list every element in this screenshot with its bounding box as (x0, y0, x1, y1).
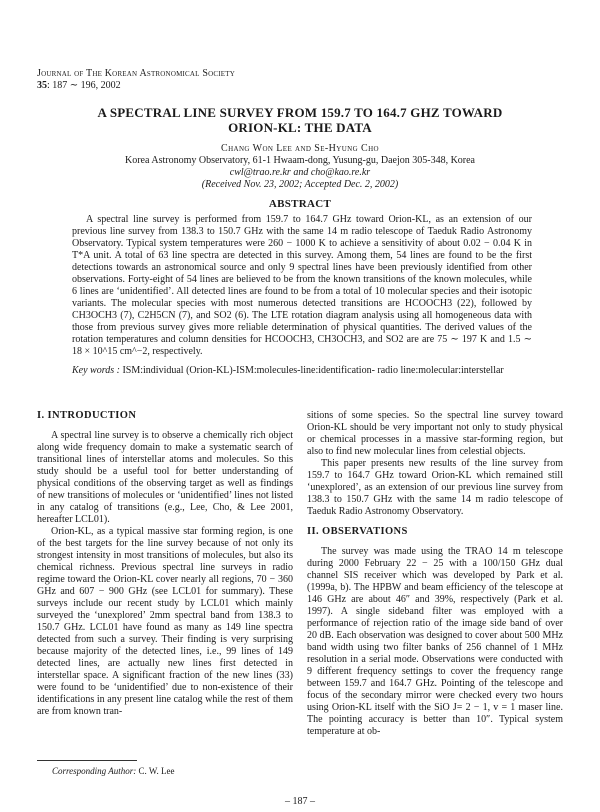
intro-paragraph-2: Orion-KL, as a typical massive star forming region, is one of the best targets for the line survey because of not only its strongest intensity in most transitions of molecules, but also its chemical richness. Previous spectral line surveys in radio regime toward the Orion-KL cover nearly all regions, 70 − 360 GHz and 607 − 900 GHz (see LCL01 for summary). These surveys include our recent study by LCL01 which mainly surveyed the ‘unexplored’ 2mm spectral band from 138.3 to 150.7 GHz. LCL01 have found as many as 149 line spectra detected from such a survey. Their finding is very surprising because majority of the detected lines, i.e., 99 lines of 149 detected lines, are actually new lines first detected in interstellar space. A significant fraction of the new lines (33) were found to be ‘unidentified’ due to non-existence of their identifications in any present line catalog while the rest of them are from known tran- (37, 526, 293, 717)
keywords (72, 365, 532, 377)
corresponding-author-footnote (52, 766, 175, 777)
journal-volume: 35 (37, 80, 47, 91)
received-dates: (Received Nov. 23, 2002; Accepted Dec. 2, 2002) (201, 179, 399, 190)
footnote-rule (37, 760, 137, 761)
paper-title-line-1: A SPECTRAL LINE SURVEY FROM 159.7 TO 164.7 GHZ TOWARD (97, 105, 503, 120)
abstract-text: A spectral line survey is performed from 159.7 to 164.7 GHz toward Orion-KL, as an extension of our previous line survey from 138.3 to 150.7 GHz with the same 14 m radio telescope of Taeduk Radio Astronomy Observatory. Typical system temperatures were 260 − 1000 K to achieve a sensitivity of about 0.02 − 0.04 K in T*A unit. A total of 63 line spectra are detected in this survey. Among them, 54 lines are found to be the first detections towards an astronomical source and only 9 spectral lines have been previously identified from other observations. Forty-eight of 54 lines are believed to be from the known transitions of the known molecules, while 6 lines are ‘unidentified’. All detected lines are found to be from a total of 10 molecular species and their isotopic variants. The molecular species with most numerous detected transitions are HCOOCH3 (22), followed by CH3OCH3 (7), C2H5CN (7), and SO2 (6). The LTE rotation diagram analysis using all homogeneous data with those from previous survey gives more reliable determination of physical quantities. The derived values of the rotation temperatures and column densities for HCOOCH3, CH3OCH3, and SO2 are are 75 ∼ 197 K and 1.5 ∼ 18 × 10^15 cm^−2, respectively. (72, 214, 532, 357)
journal-header (37, 68, 235, 92)
author-emails: cwl@trao.re.kr and cho@kao.re.kr (229, 167, 371, 178)
keywords-label: Key words : (72, 365, 120, 376)
keywords-text: ISM:individual (Orion-KL)-ISM:molecules-line:identification- radio line:molecular:interstellar (122, 365, 504, 376)
author-list: Chang Won Lee and Se-Hyung Cho (221, 143, 379, 154)
intro-paragraph-3: sitions of some species. So the spectral line survey toward Orion-KL should be very important not only to study physical or chemical processes in a massive star-forming region, but also to find new molecular lines from celestial objects. (307, 410, 563, 457)
introduction-heading: I. INTRODUCTION (37, 410, 137, 421)
right-column (307, 410, 563, 738)
journal-pages: : 187 ∼ 196, 2002 (47, 80, 121, 91)
obs-paragraph-1: The survey was made using the TRAO 14 m telescope during 2000 February 22 − 25 with a 100/150 GHz dual channel SIS receiver which was developed by Park et al. (1999a, b). The HPBW and beam efficiency of the telescope at 146 GHz are about 46″ and 39%, respectively (Park et al. 1997). A single sideband filter was employed with a performance of rejection ratio of the image side band of over 20 dB. Each observation was designed to cover about 500 MHz band width using two filter banks of 256 channel of 1 MHz resolution in a serial mode. Observations were conducted with 9 different frequency settings to cover the frequency range between 159.7 and 164.7 GHz. Pointing of the telescope and focus of the secondary mirror were checked every two hours using Orion-KL itself with the SiO J= 2 − 1, v = 1 maser line. The pointing accuracy is better than 10″. Typical system temperature at ob- (307, 546, 563, 737)
page-number: – 187 – (285, 796, 315, 807)
journal-name: Journal of The Korean Astronomical Society (37, 68, 235, 79)
observations-heading: II. OBSERVATIONS (307, 526, 408, 537)
abstract-heading: ABSTRACT (268, 198, 332, 210)
paper-title (40, 105, 560, 135)
journal-citation (37, 80, 235, 92)
section-gap (307, 518, 563, 526)
affiliation: Korea Astronomy Observatory, 61-1 Hwaam-dong, Yusung-gu, Daejon 305-348, Korea (124, 155, 475, 166)
left-column (37, 410, 293, 718)
paper-title-line-2: ORION-KL: THE DATA (228, 120, 372, 135)
intro-paragraph-4: This paper presents new results of the line survey from 159.7 to 164.7 GHz toward Orion-KL which remained still ‘unexplored’, as an extension of our previous line survey from 138.3 to 150.7 GHz with the same 14 m radio telescope of Taeduk Radio Astronomy Observatory. (307, 458, 563, 517)
footnote-label: Corresponding Author: (52, 766, 137, 776)
footnote-name: C. W. Lee (138, 766, 175, 776)
intro-paragraph-1: A spectral line survey is to observe a chemically rich object along wide frequency domain to make a systematic search of transitional lines of interstellar atoms and molecules. So this study should be a useful tool for better understanding of physical conditions of the observing target as well as findings of new transitions of molecules or ‘unidentified’ lines not listed in any catalog of transitions (e.g., Lee, Cho, & Lee 2001, hereafter LCL01). (37, 430, 293, 525)
